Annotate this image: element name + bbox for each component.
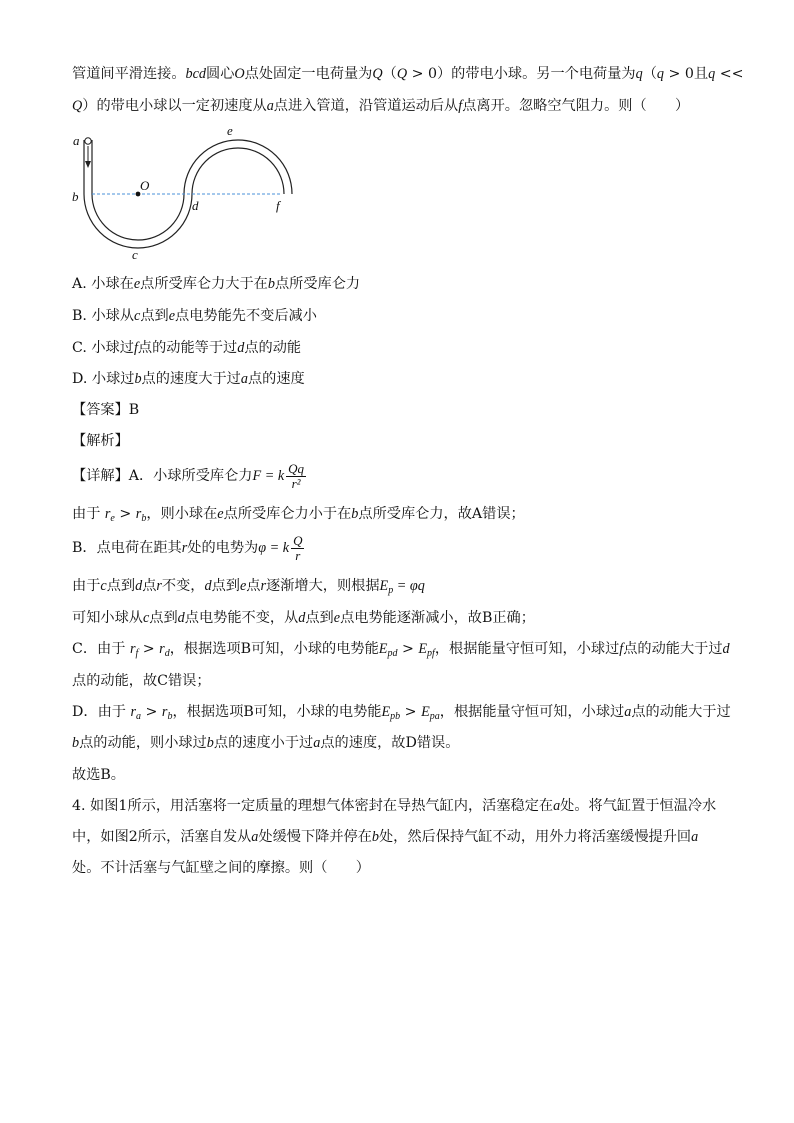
text: << [715, 66, 744, 82]
var: Q [396, 66, 408, 82]
q4-line-1 [72, 796, 732, 816]
text: 点的动能 [244, 340, 302, 356]
text: 管道间平滑连接。 [72, 66, 186, 82]
var: r [104, 506, 111, 522]
label-f: f [276, 198, 280, 213]
text: 点的速度，故D错误。 [320, 735, 460, 751]
var: e [168, 308, 176, 324]
text: C．由于 [72, 641, 130, 657]
subscript: p [388, 585, 394, 596]
var: b [371, 829, 379, 845]
var: d [237, 340, 245, 356]
text: 点到 [149, 610, 178, 626]
text: 点到 [140, 308, 169, 324]
pipe-figure [66, 124, 306, 264]
text: 点所受库仑力，故A错误； [358, 506, 525, 522]
var: a [313, 735, 321, 751]
var: c [100, 578, 107, 594]
label-O: O [140, 178, 150, 193]
text: 点的动能，则小球过 [79, 735, 207, 751]
option-A [72, 274, 732, 294]
detail-line-4 [72, 576, 732, 601]
var: q [635, 66, 643, 82]
numerator: Q [293, 532, 303, 548]
detail-line-2 [72, 504, 732, 529]
text: > 0）的带电小球。另一个电荷量为 [407, 66, 636, 82]
ball-at-a [85, 138, 91, 144]
text: 逐渐增大，则根据 [266, 578, 380, 594]
q4-line-2 [72, 827, 732, 847]
arrow-head [85, 161, 91, 168]
label-e: e [227, 124, 233, 138]
var: b [72, 735, 80, 751]
var: bcd [185, 66, 207, 82]
subscript: e [110, 513, 115, 524]
question-text-line-2 [72, 96, 732, 116]
text: > [114, 506, 136, 522]
text: D．由于 [72, 704, 131, 720]
text: 点所受库仑力大于在 [140, 276, 268, 292]
var: a [624, 704, 632, 720]
var: d [722, 641, 730, 657]
q4-line-3 [72, 858, 732, 878]
text: 点的动能大于过 [631, 704, 731, 720]
text: 点的动能，故C错误； [72, 673, 211, 689]
detail-line-10 [72, 765, 732, 785]
text: 处。不计活塞与气缸壁之间的摩擦。则（ ） [72, 860, 370, 876]
option-C [72, 338, 732, 358]
var: d [298, 610, 306, 626]
tube-upper-inner [192, 148, 284, 194]
var: c [134, 308, 141, 324]
var: r [181, 540, 188, 556]
detail-line-3 [72, 530, 732, 566]
text: 点所受库仑力 [274, 276, 361, 292]
subscript: pb [390, 711, 401, 722]
var: E [418, 641, 428, 657]
var: r [130, 704, 136, 720]
var: E [421, 704, 430, 720]
text: 点 [246, 578, 261, 594]
text: ，根据选项B可知，小球的电势能 [169, 641, 379, 657]
text: （ [382, 66, 397, 82]
tube-lower-inner [92, 194, 184, 240]
label-d: d [192, 198, 199, 213]
text: ，根据能量守恒可知，小球过 [434, 641, 620, 657]
text: 点电势能不变，从 [184, 610, 299, 626]
text: B. 小球从 [72, 308, 135, 324]
text: > 0且 [664, 66, 709, 82]
detail-line-1 [72, 458, 732, 494]
var: d [177, 610, 185, 626]
option-B [72, 306, 732, 326]
var: d [135, 578, 143, 594]
text: 【详解】A．小球所受库仑力 [72, 468, 253, 484]
var: r [135, 506, 142, 522]
var: b [267, 276, 275, 292]
var: c [142, 610, 150, 626]
text: ，则小球在 [146, 506, 218, 522]
var: d [204, 578, 212, 594]
var: a [251, 829, 259, 845]
var: a [240, 371, 248, 387]
var: r [260, 578, 267, 594]
subscript: b [167, 711, 173, 722]
var: r [156, 578, 162, 594]
var: q [708, 66, 716, 82]
var: r [161, 704, 168, 720]
var: E [378, 641, 388, 657]
var: O [234, 66, 245, 82]
text: 点到 [106, 578, 136, 594]
text: 点到 [305, 610, 334, 626]
label-b: b [72, 189, 79, 204]
text: D. 小球过 [72, 371, 135, 387]
text: C. 小球过 [72, 340, 134, 356]
var: e [333, 610, 341, 626]
text: A. 小球在 [72, 276, 134, 292]
var: e [133, 276, 141, 292]
answer-line: 【答案】B [72, 402, 140, 418]
detail-line-6 [72, 639, 732, 664]
var: E [381, 704, 391, 720]
var: e [217, 506, 224, 522]
text: 不变， [161, 578, 205, 594]
subscript: d [164, 648, 170, 659]
text: ，根据选项B可知，小球的电势能 [172, 704, 382, 720]
text: 点的动能大于过 [623, 641, 723, 657]
var: f [458, 98, 463, 114]
question-text-line-1 [72, 64, 744, 84]
text: 处缓慢下降并停在 [258, 829, 372, 845]
var: b [351, 506, 359, 522]
text: > [138, 641, 160, 657]
text: 点的动能等于过 [137, 340, 238, 356]
text: ）的带电小球以一定初速度从 [82, 98, 267, 114]
text: > [140, 704, 162, 720]
text: 点电势能逐渐减小，故B正确； [340, 610, 535, 626]
text: 点所受库仑力小于在 [223, 506, 352, 522]
var: Q [372, 66, 383, 82]
subscript: b [141, 513, 147, 524]
numerator: Qq [288, 460, 305, 476]
text: 故选B。 [72, 767, 125, 783]
text: 处。将气缸置于恒温冷水 [560, 798, 717, 814]
text: B．点电荷在距其 [72, 540, 182, 556]
analysis-heading: 【解析】 [72, 433, 129, 449]
var: q [656, 66, 665, 82]
text: 处，然后保持气缸不动，用外力将活塞缓慢提升回 [378, 829, 692, 845]
subscript: pf [427, 648, 435, 659]
text: > [400, 704, 422, 720]
text: ，根据能量守恒可知，小球过 [439, 704, 625, 720]
subscript: f [135, 648, 139, 659]
text: 点的速度大于过 [141, 371, 241, 387]
var: r [159, 641, 165, 657]
text: 圆心 [206, 66, 235, 82]
fraction [291, 534, 304, 563]
detail-line-8 [72, 702, 732, 727]
var: b [134, 371, 142, 387]
text: > [397, 641, 419, 657]
var: f [619, 641, 624, 657]
text: 点的速度 [247, 371, 305, 387]
subscript: pa [429, 711, 440, 722]
var: Q [72, 98, 83, 114]
detail-line-5 [72, 608, 732, 628]
var: a [553, 798, 561, 814]
text: 点 [142, 578, 157, 594]
text: 可知小球从 [72, 610, 143, 626]
text: 点电势能先不变后减小 [175, 308, 317, 324]
text: 中，如图2所示，活塞自发从 [72, 829, 252, 845]
subscript: a [135, 711, 141, 722]
denominator: r² [291, 475, 301, 491]
var: r [129, 641, 136, 657]
text: 由于 [72, 578, 101, 594]
text: 点处固定一电荷量为 [244, 66, 373, 82]
var: e [239, 578, 247, 594]
text: 处的电势为 [187, 540, 259, 556]
formula: F = k [252, 468, 285, 484]
text: 点离开。忽略空气阻力。则（ ） [462, 98, 690, 114]
var: b [206, 735, 214, 751]
text: 点进入管道，沿管道运动后从 [273, 98, 459, 114]
text: 点的速度小于过 [213, 735, 314, 751]
fraction [286, 462, 306, 491]
formula: = φq [393, 578, 425, 594]
label-a: a [73, 133, 80, 148]
option-D [72, 369, 732, 389]
var: a [266, 98, 274, 114]
formula: φ = k [258, 540, 290, 556]
detail-line-7 [72, 671, 732, 691]
detail-line-9 [72, 733, 732, 753]
subscript: pd [387, 648, 398, 659]
text: （ [642, 66, 657, 82]
text: 由于 [72, 506, 105, 522]
formula: E [379, 578, 389, 594]
var: a [691, 829, 699, 845]
label-c: c [132, 247, 138, 262]
text: 4. 如图1所示，用活塞将一定质量的理想气体密封在导热气缸内，活塞稳定在 [72, 798, 554, 814]
text: 点到 [211, 578, 240, 594]
denominator: r [295, 547, 301, 563]
var: f [133, 340, 138, 356]
